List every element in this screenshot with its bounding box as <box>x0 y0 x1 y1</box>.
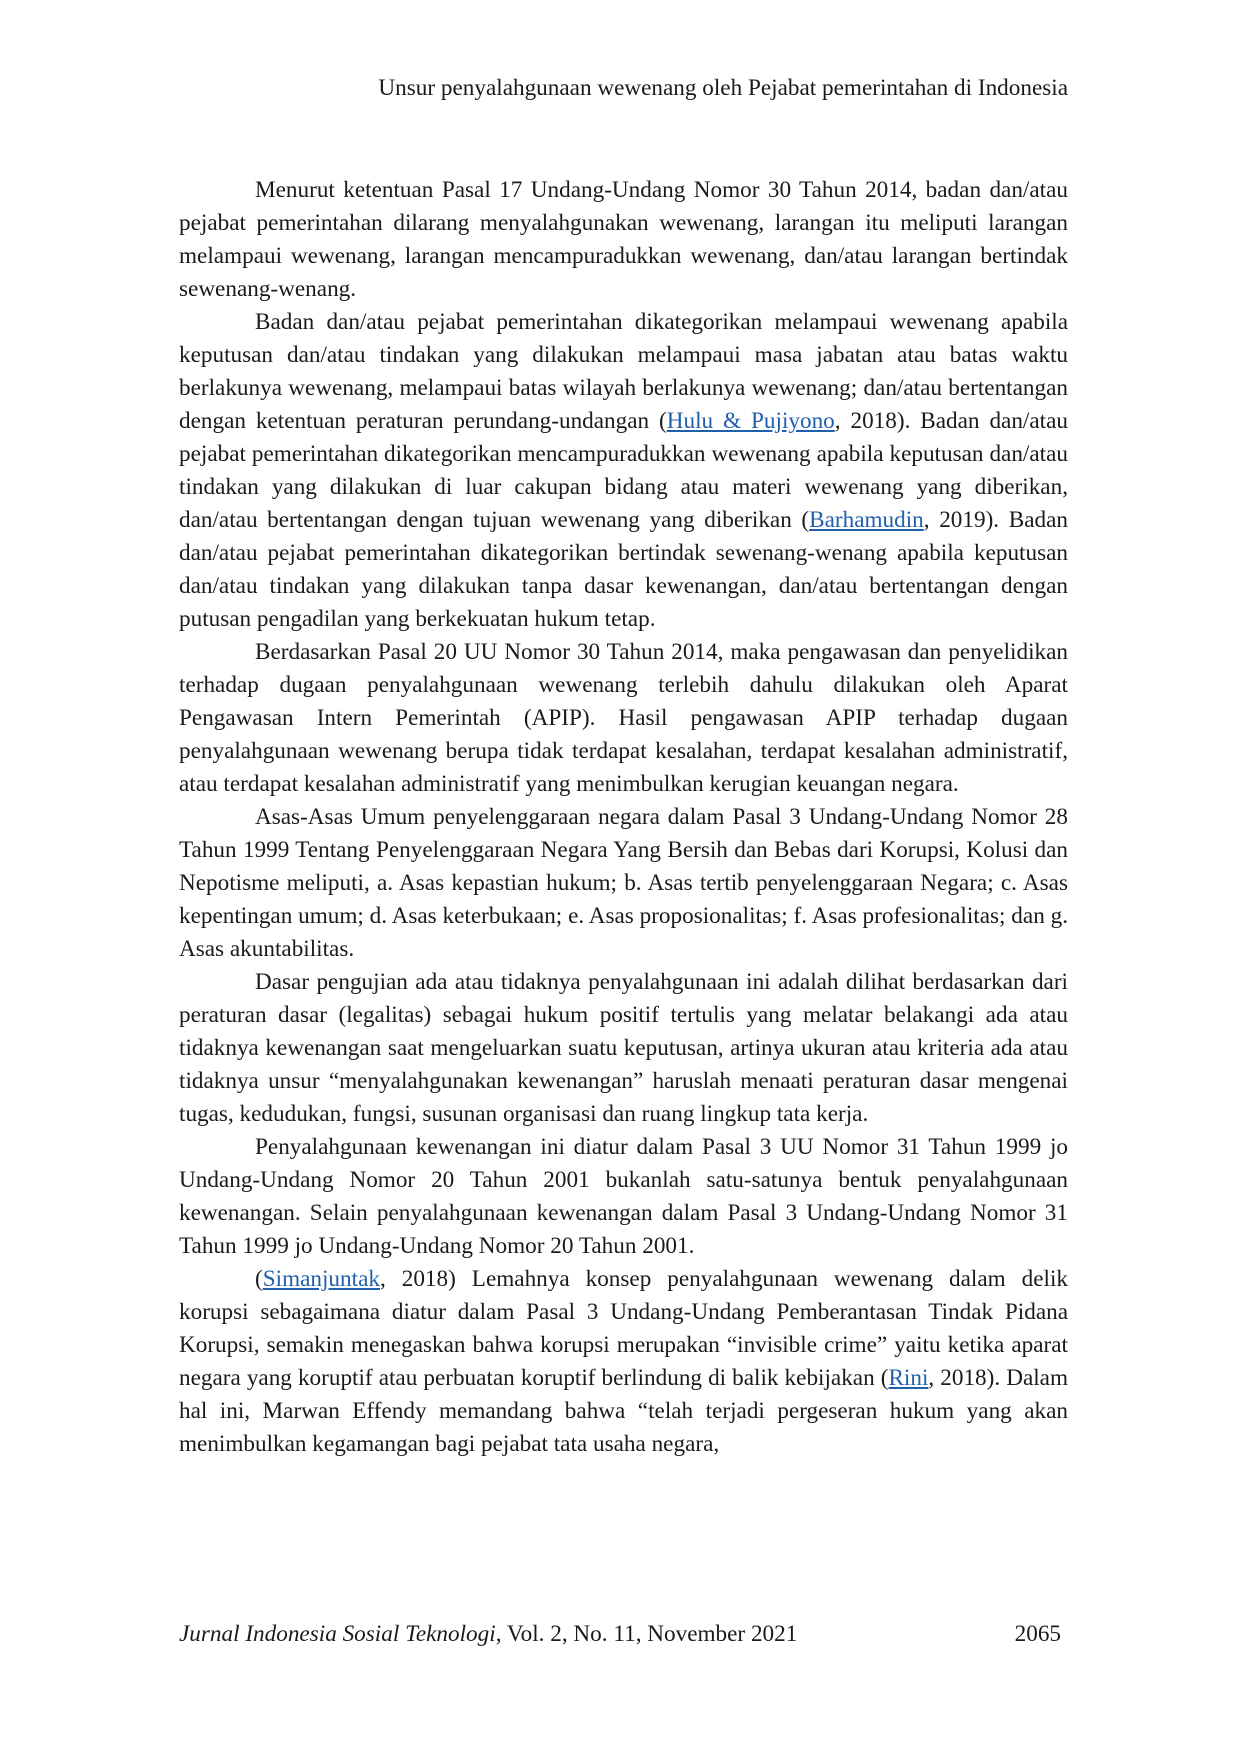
paragraph-6 <box>179 1131 1068 1263</box>
journal-issue: , Vol. 2, No. 11, November 2021 <box>495 1621 798 1647</box>
paragraph-1 <box>179 174 1068 306</box>
page-number: 2065 <box>1014 1621 1061 1647</box>
journal-name: Jurnal Indonesia Sosial Teknologi <box>179 1621 496 1647</box>
paragraph-7 <box>179 1263 1068 1461</box>
paragraph-text: Berdasarkan Pasal 20 UU Nomor 30 Tahun 2014, maka pengawasan dan penyelidikan terhadap dugaan penyalahgunaan wewenang terlebih dahulu dilakukan oleh Aparat Pengawasan Intern Pemerintah (APIP). Hasil pengawasan APIP terhadap dugaan penyalahgunaan wewenang berupa tidak terdapat kesalahan, terdapat kesalahan administratif, atau terdapat kesalahan administratif yang menimbulkan kerugian keuangan negara. <box>179 639 1068 797</box>
citation-link-rini[interactable]: Rini <box>888 1365 929 1391</box>
paragraph-text: , 2019). Badan dan/atau pejabat pemerintahan dikategorikan bertindak sewenang-wenang apabila keputusan dan/atau tindakan yang dilakukan tanpa dasar kewenangan, dan/atau bertentangan dengan putusan pengadilan yang berkekuatan hukum tetap. <box>179 507 1068 632</box>
paragraph-text: , 2018). Dalam hal ini, Marwan Effendy memandang bahwa “telah terjadi pergeseran hukum yang akan menimbulkan kegamangan bagi pejabat tata usaha negara, <box>179 1365 1069 1457</box>
paragraph-text: ( <box>255 1266 263 1292</box>
paragraph-text: Badan dan/atau pejabat pemerintahan dikategorikan melampaui wewenang apabila keputusan dan/atau tindakan yang dilakukan melampaui masa jabatan atau batas waktu berlakunya wewenang, melampaui batas wilayah berlakunya wewenang; dan/atau bertentangan dengan ketentuan peraturan perundang-undangan ( <box>179 309 1068 434</box>
paragraph-text: , 2018) Lemahnya konsep penyalahgunaan wewenang dalam delik korupsi sebagaimana diatur dalam Pasal 3 Undang-Undang Pemberantasan Tindak Pidana Korupsi, semakin menegaskan bahwa korupsi merupakan “invisible crime” yaitu ketika aparat negara yang koruptif atau perbuatan koruptif berlindung di balik kebijakan ( <box>179 1266 1068 1391</box>
citation-link-barhamudin[interactable]: Barhamudin <box>809 507 924 533</box>
paragraph-text: Penyalahgunaan kewenangan ini diatur dalam Pasal 3 UU Nomor 31 Tahun 1999 jo Undang-Undang Nomor 20 Tahun 2001 bukanlah satu-satunya bentuk penyalahgunaan kewenangan. Selain penyalahgunaan kewenangan dalam Pasal 3 Undang-Undang Nomor 31 Tahun 1999 jo Undang-Undang Nomor 20 Tahun 2001. <box>179 1134 1068 1259</box>
citation-link-hulu-pujiyono[interactable]: Hulu & Pujiyono <box>666 408 835 434</box>
paragraph-text: Asas-Asas Umum penyelenggaraan negara dalam Pasal 3 Undang-Undang Nomor 28 Tahun 1999 Tentang Penyelenggaraan Negara Yang Bersih dan Bebas dari Korupsi, Kolusi dan Nepotisme meliputi, a. Asas kepastian hukum; b. Asas tertib penyelenggaraan Negara; c. Asas kepentingan umum; d. Asas keterbukaan; e. Asas proposionalitas; f. Asas profesionalitas; dan g. Asas akuntabilitas. <box>179 804 1068 962</box>
citation-link-simanjuntak[interactable]: Simanjuntak <box>262 1266 380 1292</box>
paragraph-3 <box>179 636 1068 801</box>
paragraph-5 <box>179 966 1068 1131</box>
running-head: Unsur penyalahgunaan wewenang oleh Pejabat pemerintahan di Indonesia <box>378 75 1068 101</box>
paragraph-text: Dasar pengujian ada atau tidaknya penyalahgunaan ini adalah dilihat berdasarkan dari peraturan dasar (legalitas) sebagai hukum positif tertulis yang melatar belakangi ada atau tidaknya kewenangan saat mengeluarkan suatu keputusan, artinya ukuran atau kriteria ada atau tidaknya unsur “menyalahgunakan kewenangan” haruslah menaati peraturan dasar mengenai tugas, kedudukan, fungsi, susunan organisasi dan ruang lingkup tata kerja. <box>179 969 1068 1127</box>
article-body <box>179 174 1068 1461</box>
paragraph-4 <box>179 801 1068 966</box>
paragraph-text: , 2018). Badan dan/atau pejabat pemerintahan dikategorikan mencampuradukkan wewenang apabila keputusan dan/atau tindakan yang dilakukan di luar cakupan bidang atau materi wewenang yang diberikan, dan/atau bertentangan dengan tujuan wewenang yang diberikan ( <box>179 408 1068 533</box>
paragraph-text: Menurut ketentuan Pasal 17 Undang-Undang Nomor 30 Tahun 2014, badan dan/atau pejabat pemerintahan dilarang menyalahgunakan wewenang, larangan itu meliputi larangan melampaui wewenang, larangan mencampuradukkan wewenang, dan/atau larangan bertindak sewenang-wenang. <box>179 177 1068 302</box>
page-footer <box>179 1618 1068 1650</box>
paragraph-2 <box>179 306 1068 636</box>
